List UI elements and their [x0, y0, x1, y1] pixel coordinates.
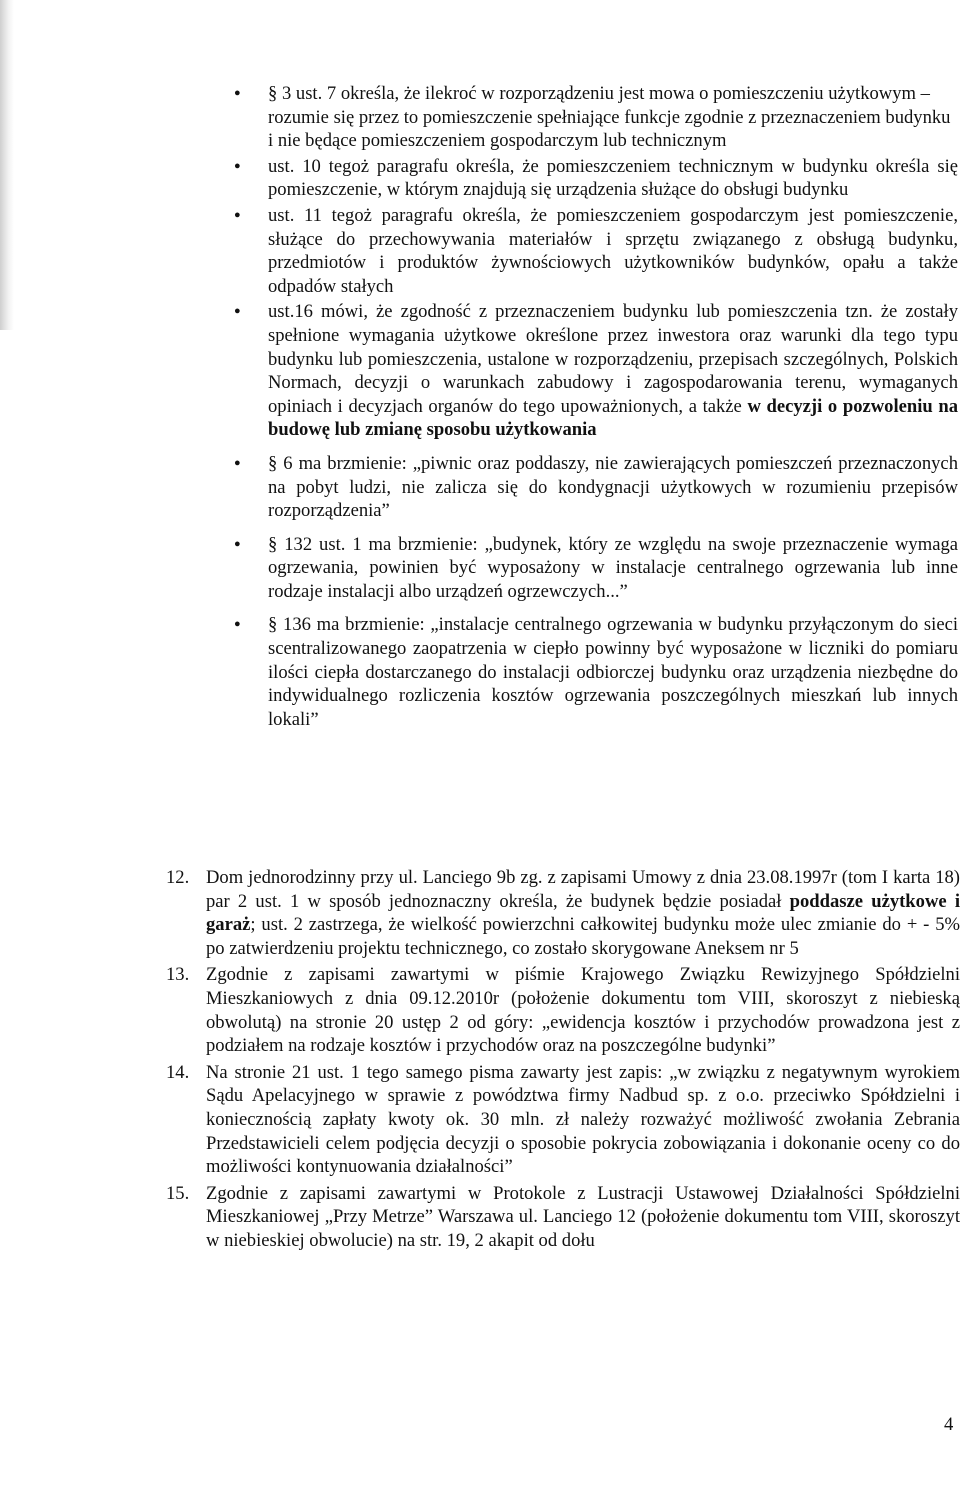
- item-bold-text: poddasze użytkowe i garaż: [206, 890, 960, 936]
- numbered-list: [166, 866, 960, 1256]
- list-item: [268, 300, 958, 442]
- item-text: ; ust. 2 zastrzega, że wielkość powierzchni całkowitej budynku może ulec zmianie do + - 5% po zatwierdzeniu projektu technicznego, co zostało skorygowane Aneksem nr 5: [206, 914, 960, 959]
- item-text: Zgodnie z zapisami zawartymi w Protokole z Lustracji Ustawowej Działalności Spółdzielni Mieszkaniowej „Przy Metrze” Warszawa ul. Lanciego 12 (położenie dokumentu tom VIII, skoroszyt w niebieskiej obwolucie) na str. 19, 2 akapit od dołu: [206, 1182, 960, 1251]
- list-item: ● ust. 11 tegoż paragrafu określa, że pomieszczeniem gospodarczym jest pomieszczenie, służące do przechowywania materiałów i sprzętu związanego z obsługą budynku, przedmiotów i produktów żywnościowych użytkowników budynków, opału a także odpadów stałych: [268, 204, 958, 298]
- item-text: Dom jednorodzinny przy ul. Lanciego 9b zg. z zapisami Umowy z dnia 23.08.1997r (tom I karta 18) par 2 ust. 1 w sposób jednoznaczny określa, że budynek będzie posiadał: [206, 867, 960, 912]
- item-number: 14.: [166, 1061, 190, 1083]
- list-item: ● § 3 ust. 7 określa, że ilekroć w rozporządzeniu jest mowa o pomieszczeniu użytkowym – rozumie się przez to pomieszczenie spełniające funkcje zgodnie z przeznaczeniem budynku i nie będące pomieszczeniem gospodarczym lub technicznym: [268, 82, 958, 153]
- list-item: ● ust. 10 tegoż paragrafu określa, że pomieszczeniem technicznym w budynku określa się pomieszczenie, w którym znajdują się urządzenia służące do obsługi budynku: [268, 155, 958, 202]
- item-number: 15.: [166, 1182, 190, 1204]
- item-text: Zgodnie z zapisami zawartymi w piśmie Krajowego Związku Rewizyjnego Spółdzielni Mieszkaniowych z dnia 09.12.2010r (położenie dokumentu tom VIII, skoroszyt z niebieską obwolutą) na stronie 20 ustęp 2 od góry: „ewidencja kosztów i przychodów prowadzona jest z podziałem na rodzaje kosztów i przychodów oraz na poszczególne budynki”: [206, 964, 960, 1057]
- item-text: Na stronie 21 ust. 1 tego samego pisma zawarty jest zapis: „w związku z negatywnym wyrokiem Sądu Apelacyjnego w sprawie z powództwa firmy Nadbud sp. z o.o. przeciwko Spółdzielni i koniecznością zapłaty kwoty ok. 30 mln. zł należy rozważyć możliwość zwołania Zebrania Przedstawicieli celem podjęcia decyzji o sposobie pokrycia zobowiązania i dokonanie oceny co do możliwości kontynuowania działalności”: [206, 1061, 960, 1178]
- list-item: ● § 136 ma brzmienie: „instalacje centralnego ogrzewania w budynku przyłączonym do sieci scentralizowanego zaopatrzenia w ciepło powinny być wyposażone w liczniki do pomiaru ilości ciepła dostarczanego do instalacji odbiorczej budynku oraz urządzenia niezbędne do indywidualnego rozliczenia kosztów ogrzewania poszczególnych mieszkań lub innych lokali”: [268, 613, 958, 731]
- item-number: 13.: [166, 964, 190, 986]
- list-item: ● § 132 ust. 1 ma brzmienie: „budynek, który ze względu na swoje przeznaczenie wymaga ogrzewania, powinien być wyposażony w instalacje centralnego ogrzewania lub inne rodzaje instalacji albo urządzeń ogrzewczych...”: [268, 533, 958, 604]
- item-number: 12.: [166, 867, 190, 888]
- list-item: ● § 6 ma brzmienie: „piwnic oraz poddaszy, nie zawierających pomieszczeń przeznaczonych na pobyt ludzi, nie zalicza się do kondygnacji użytkowych w rozumieniu przepisów rozporządzenia”: [268, 452, 958, 523]
- list-item-text: ust.16 mówi, że zgodność z przeznaczeniem budynku lub pomieszczenia tzn. że zostały spełnione wymagania użytkowe określone przez inwestora oraz warunki dla tego typu budynku lub pomieszczenia, ustalone w rozporządzeniu, przepisach szczególnych, Polskich Normach, decyzji o warunkach zabudowy i zagospodarowania terenu, wymaganych opiniach i decyzjach organów do tego upoważnionych, a także: [268, 301, 958, 417]
- list-item-bold-text: w decyzji o pozwoleniu na budowę lub zmianę sposobu użytkowania: [268, 395, 959, 441]
- regulation-bullet-list: [268, 82, 958, 733]
- numbered-item: [166, 1182, 960, 1253]
- numbered-item: [166, 963, 960, 1057]
- numbered-item: [166, 1061, 960, 1179]
- page-number: 4: [944, 1414, 954, 1435]
- numbered-item: [166, 866, 960, 960]
